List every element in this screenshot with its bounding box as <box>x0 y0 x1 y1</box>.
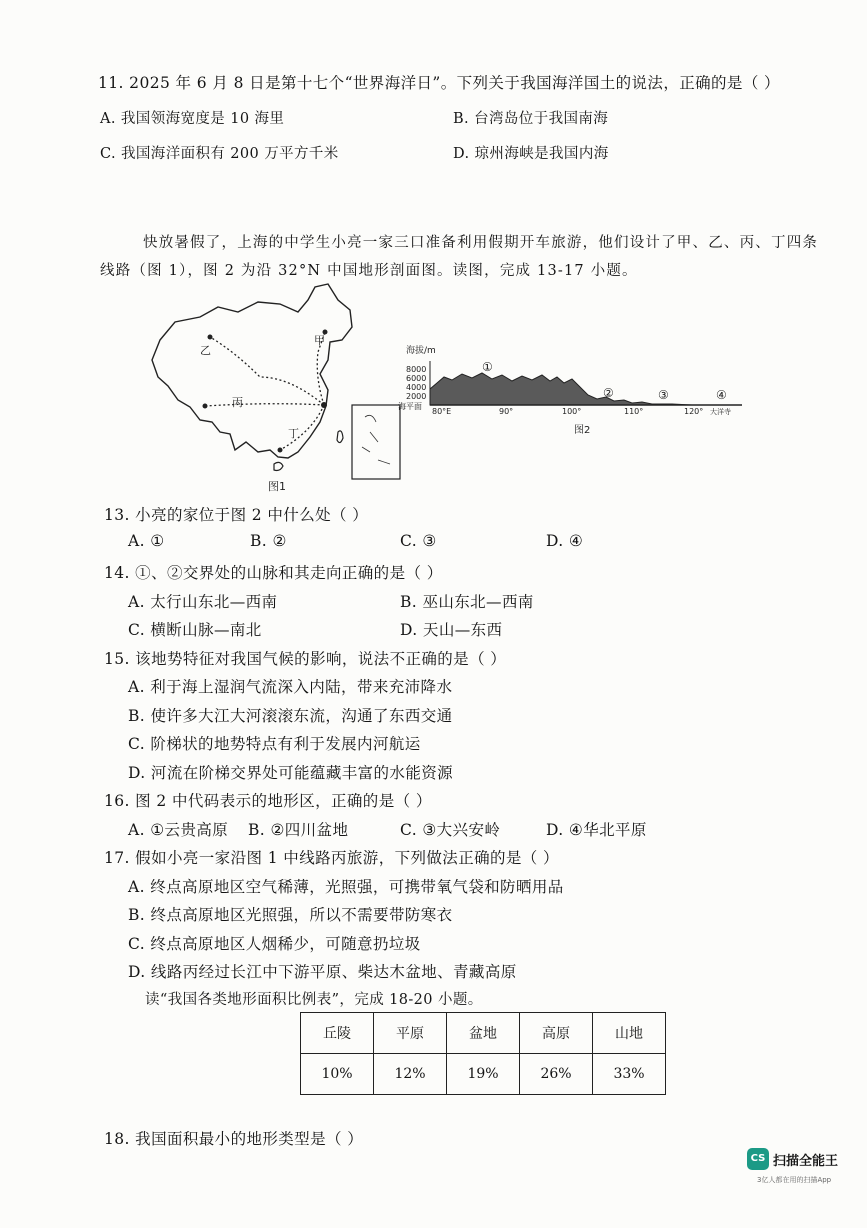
q15-option-b: B. 使许多大江大河滚滚东流，沟通了东西交通 <box>128 707 453 725</box>
table-header-row <box>301 1013 666 1054</box>
q16-option-a: A. ①云贵高原 <box>128 821 229 839</box>
q17-option-b: B. 终点高原地区光照强，所以不需要带防寒衣 <box>128 906 453 924</box>
profile-marker-3: ③ <box>658 388 669 402</box>
route-bing <box>205 404 324 406</box>
scanner-tagline: 3亿人都在用的扫描App <box>757 1176 832 1184</box>
svg-text:4000: 4000 <box>406 383 427 392</box>
q15-option-c: C. 阶梯状的地势特点有利于发展内河航运 <box>128 735 421 753</box>
terrain-area-ratio-table <box>300 1012 666 1095</box>
q14-option-a: A. 太行山东北—西南 <box>128 593 278 611</box>
table-header-cell: 山地 <box>593 1013 666 1054</box>
q11-option-d: D. 琼州海峡是我国内海 <box>453 146 609 162</box>
q15-stem: 15. 该地势特征对我国气候的影响，说法不正确的是（ ） <box>104 650 507 668</box>
table-header-cell: 盆地 <box>447 1013 520 1054</box>
q18-stem: 18. 我国面积最小的地形类型是（ ） <box>104 1130 364 1148</box>
q11-option-a: A. 我国领海宽度是 10 海里 <box>100 111 285 127</box>
q11-option-b: B. 台湾岛位于我国南海 <box>453 111 609 127</box>
profile-marker-2: ② <box>603 386 614 400</box>
q11-stem: 11. 2025 年 6 月 8 日是第十七个“世界海洋日”。下列关于我国海洋国土的说法，正确的是（ ） <box>98 74 780 92</box>
q15-option-d: D. 河流在阶梯交界处可能蕴藏丰富的水能资源 <box>128 764 454 782</box>
figure-2-caption: 图2 <box>574 425 591 436</box>
figure-2-terrain-profile <box>392 337 762 437</box>
q14-option-b: B. 巫山东北—西南 <box>400 593 534 611</box>
route-yi <box>210 337 324 405</box>
table-value-row <box>301 1054 666 1095</box>
profile-marker-1: ① <box>482 360 493 374</box>
table-value-cell: 10% <box>301 1054 374 1095</box>
fig2-sea-level-label: 海平面 <box>398 402 422 411</box>
q11-option-c: C. 我国海洋面积有 200 万平方千米 <box>100 146 339 162</box>
route-label-bing: 丙 <box>232 396 243 409</box>
q14-stem: 14. ①、②交界处的山脉和其走向正确的是（ ） <box>104 564 443 582</box>
route-ding <box>280 405 324 450</box>
q14-option-d: D. 天山—东西 <box>400 621 503 639</box>
table-header-cell: 平原 <box>374 1013 447 1054</box>
intro-line-1: 快放暑假了，上海的中学生小亮一家三口准备利用假期开车旅游，他们设计了甲、乙、丙、丁四条 <box>143 235 819 251</box>
table-value-cell: 26% <box>520 1054 593 1095</box>
figure-1-caption: 图1 <box>268 480 286 493</box>
q17-stem: 17. 假如小亮一家沿图 1 中线路丙旅游，下列做法正确的是（ ） <box>104 849 559 867</box>
terrain-profile-fill <box>430 373 722 405</box>
svg-text:120°: 120° <box>684 407 704 416</box>
q13-option-c: C. ③ <box>400 532 437 550</box>
q13-option-a: A. ① <box>128 532 165 550</box>
china-outline <box>152 284 352 458</box>
q17-option-d: D. 线路丙经过长江中下游平原、柴达木盆地、青藏高原 <box>128 963 517 981</box>
figure-1-route-map <box>140 282 420 494</box>
svg-text:2000: 2000 <box>406 392 427 401</box>
fig2-ylabel: 海拔/m <box>406 346 436 356</box>
svg-text:90°: 90° <box>499 407 514 416</box>
route-label-yi: 乙 <box>200 344 211 357</box>
svg-text:8000: 8000 <box>406 365 427 374</box>
q16-option-b: B. ②四川盆地 <box>248 821 349 839</box>
table-header-cell: 丘陵 <box>301 1013 374 1054</box>
table-value-cell: 19% <box>447 1054 520 1095</box>
route-label-ding: 丁 <box>288 427 299 440</box>
svg-text:6000: 6000 <box>406 374 427 383</box>
q13-stem: 13. 小亮的家位于图 2 中什么处（ ） <box>104 506 369 524</box>
route-label-jia: 甲 <box>314 334 325 347</box>
q13-option-b: B. ② <box>250 532 287 550</box>
svg-text:100°: 100° <box>562 407 582 416</box>
svg-text:110°: 110° <box>624 407 644 416</box>
profile-marker-4: ④ <box>716 388 727 402</box>
q16-stem: 16. 图 2 中代码表示的地形区，正确的是（ ） <box>104 792 432 810</box>
q16-option-d: D. ④华北平原 <box>546 821 647 839</box>
q13-option-d: D. ④ <box>546 532 584 550</box>
camscanner-logo-icon: CS <box>747 1148 769 1170</box>
q14-option-c: C. 横断山脉—南北 <box>128 621 262 639</box>
q17-option-c: C. 终点高原地区人烟稀少，可随意扔垃圾 <box>128 935 421 953</box>
scanner-app-name: 扫描全能王 <box>773 1154 839 1169</box>
q17-option-a: A. 终点高原地区空气稀薄，光照强，可携带氧气袋和防晒用品 <box>128 878 564 896</box>
taiwan-island <box>337 431 343 443</box>
intro-line-2: 线路（图 1），图 2 为沿 32°N 中国地形剖面图。读图，完成 13-17 小题。 <box>100 263 638 279</box>
table-intro: 读“我国各类地形面积比例表”，完成 18-20 小题。 <box>145 992 483 1008</box>
table-header-cell: 高原 <box>520 1013 593 1054</box>
hainan-island <box>274 462 283 470</box>
start-shanghai <box>321 402 327 408</box>
svg-text:80°E: 80°E <box>432 407 452 416</box>
table-value-cell: 33% <box>593 1054 666 1095</box>
svg-text:大洋寺: 大洋寺 <box>710 408 731 416</box>
q15-option-a: A. 利于海上湿润气流深入内陆，带来充沛降水 <box>128 678 453 696</box>
table-value-cell: 12% <box>374 1054 447 1095</box>
q16-option-c: C. ③大兴安岭 <box>400 821 501 839</box>
